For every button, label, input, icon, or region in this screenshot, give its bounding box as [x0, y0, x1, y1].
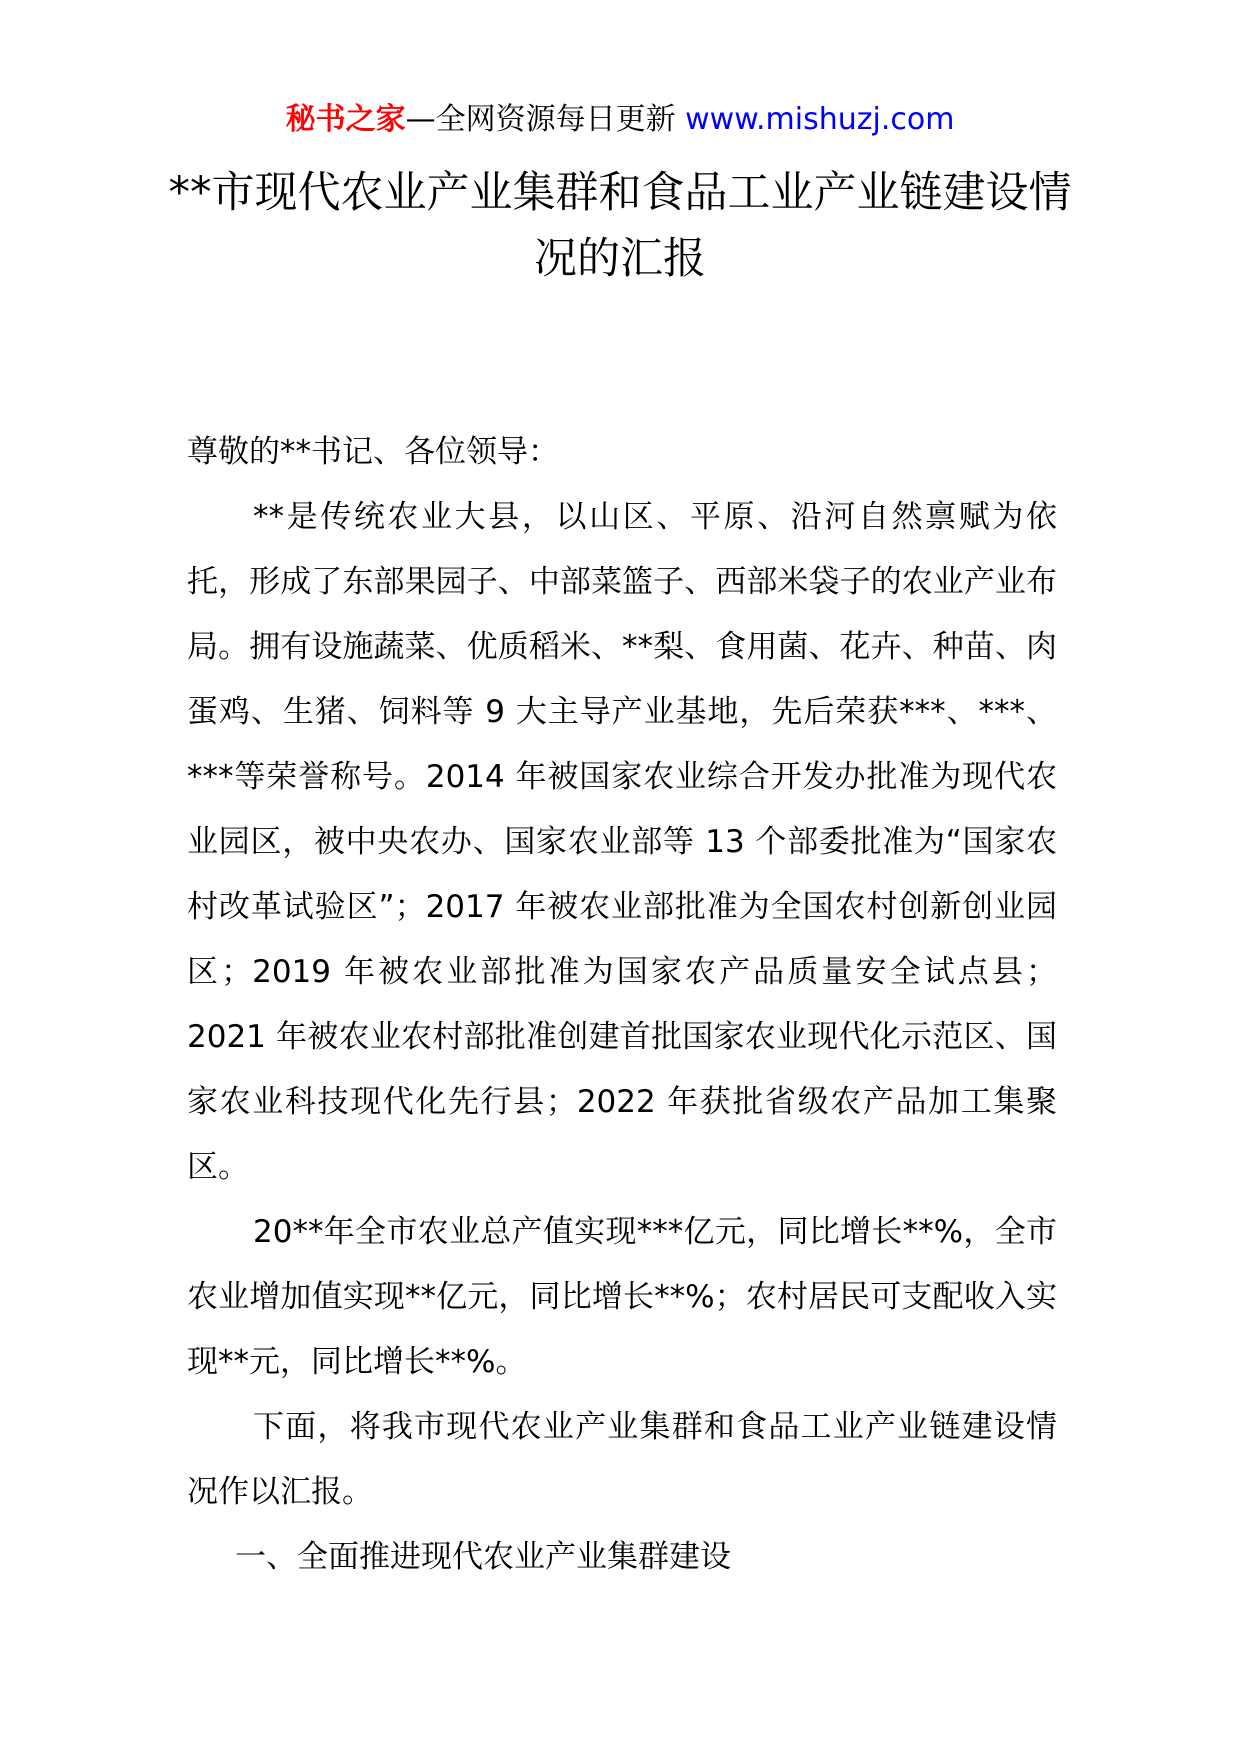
- paragraph-statistics: 20**年全市农业总产值实现***亿元，同比增长**%，全市农业增加值实现**亿元，同比增长**%；农村居民可支配收入实现**元，同比增长**%。: [187, 1214, 1057, 1380]
- paragraph-transition: 下面，将我市现代农业产业集群和食品工业产业链建设情况作以汇报。: [187, 1409, 1057, 1510]
- section-heading-1: 一、全面推进现代农业产业集群建设: [235, 1539, 731, 1575]
- site-link[interactable]: www.mishuzj.com: [685, 102, 955, 137]
- document-title: **市现代农业产业集群和食品工业产业链建设情况的汇报: [168, 168, 1072, 284]
- document-body: [187, 420, 1057, 1590]
- salutation: 尊敬的**书记、各位领导：: [187, 434, 559, 470]
- page-header: [0, 100, 1240, 140]
- brand-name: 秘书之家: [285, 102, 406, 137]
- paragraph-intro: **是传统农业大县，以山区、平原、沿河自然禀赋为依托，形成了东部果园子、中部菜篮子、西部米袋子的农业产业布局。拥有设施蔬菜、优质稻米、**梨、食用菌、花卉、种苗、肉蛋鸡、生猪、饲料等 9 大主导产业基地，先后荣获***、***、***等荣誉称号。2014 年被国家农业综合开发办批准为现代农业园区，被中央农办、国家农业部等 13 个部委批准为“国家农村改革试验区”；2017 年被农业部批准为全国农村创新创业园区；2019 年被农业部批准为国家农产品质量安全试点县；2021 年被农业农村部批准创建首批国家农业现代化示范区、国家农业科技现代化先行县；2022 年获批省级农产品加工集聚区。: [187, 499, 1057, 1185]
- header-tagline: —全网资源每日更新: [405, 102, 686, 137]
